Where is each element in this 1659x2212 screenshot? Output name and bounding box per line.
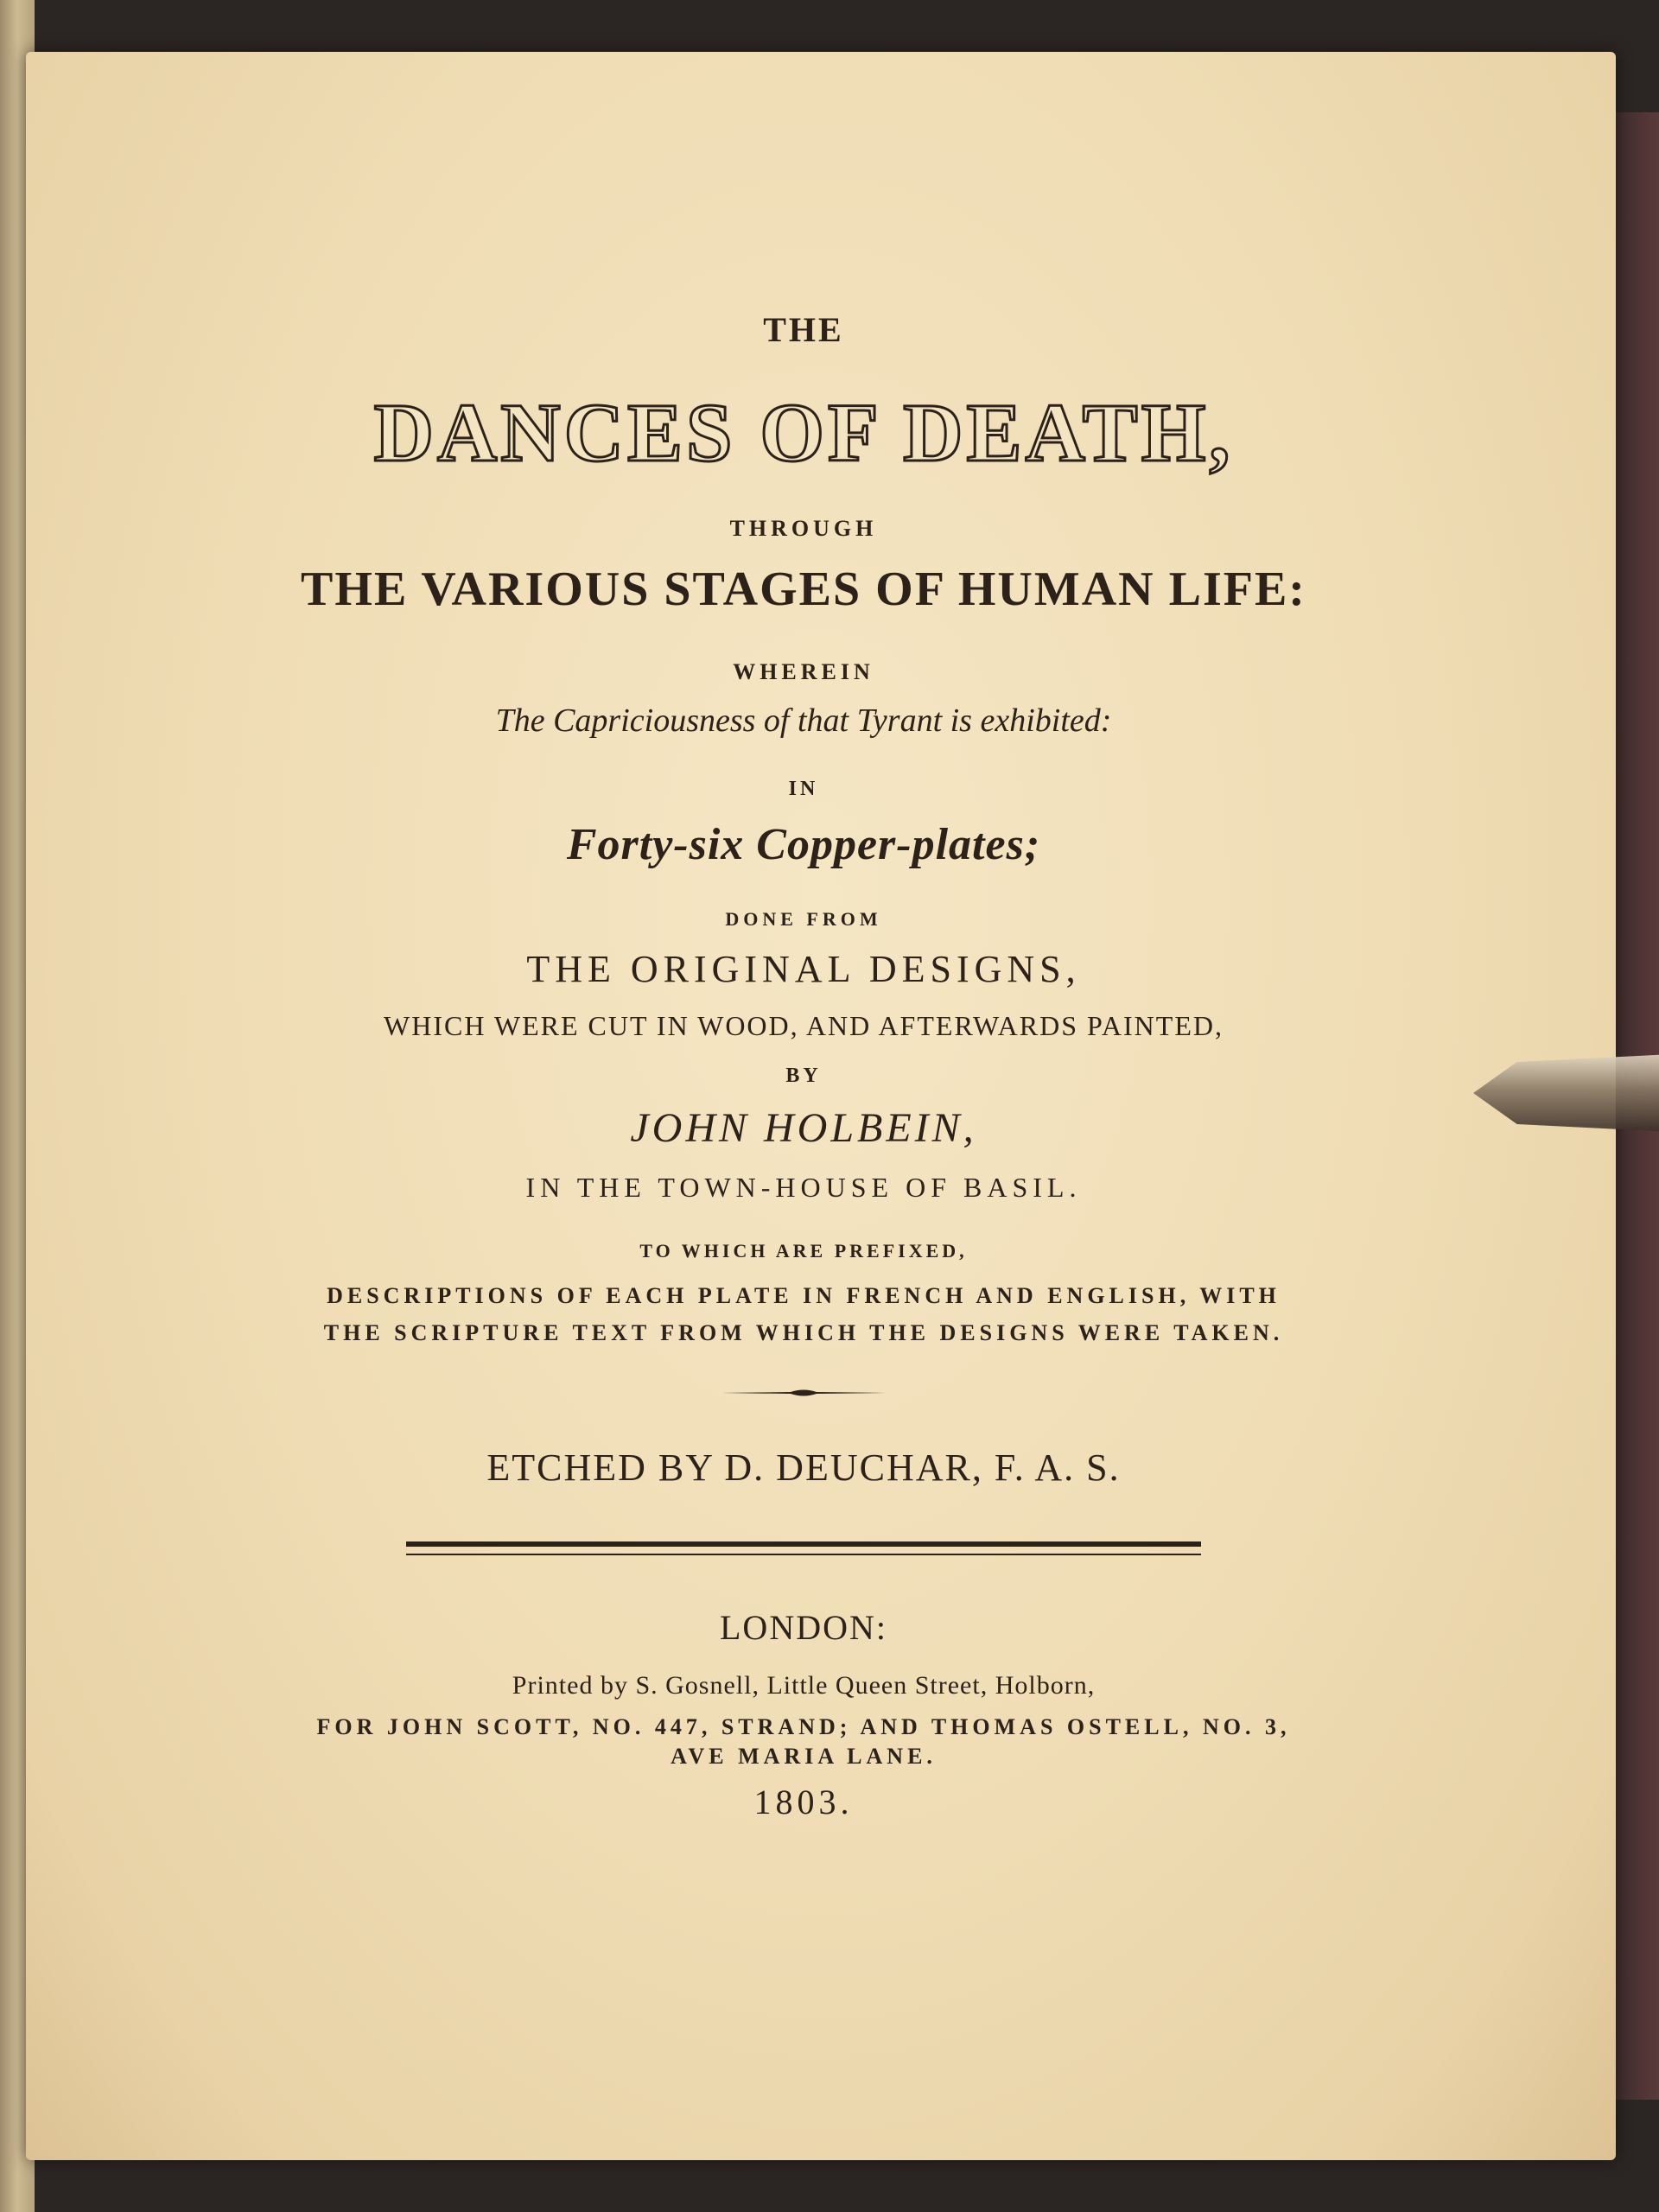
capriciousness-text: The Capriciousness of that Tyrant is exhibited: xyxy=(495,702,1112,740)
ornament-divider xyxy=(721,1387,886,1399)
done-from-text: DONE FROM xyxy=(725,907,882,930)
descriptions-line-1: DESCRIPTIONS OF EACH PLATE IN FRENCH AND ENGLISH, WITH xyxy=(327,1283,1281,1309)
etched-by-text: ETCHED BY D. DEUCHAR, F. A. S. xyxy=(486,1446,1121,1490)
city-text: LONDON: xyxy=(720,1607,887,1647)
title-article: THE xyxy=(763,310,844,349)
publisher-line-1: FOR JOHN SCOTT, NO. 447, STRAND; AND THOMAS OSTELL, NO. 3, xyxy=(316,1713,1291,1739)
through-text: THROUGH xyxy=(729,515,878,541)
prefixed-text: TO WHICH ARE PREFIXED, xyxy=(639,1239,968,1262)
original-designs-text: THE ORIGINAL DESIGNS, xyxy=(526,947,1081,990)
double-rule-divider xyxy=(406,1541,1201,1555)
title-page xyxy=(259,311,1348,1821)
plates-text: Forty-six Copper-plates; xyxy=(566,819,1041,869)
location-text: IN THE TOWN-HOUSE OF BASIL. xyxy=(525,1171,1082,1203)
publication-year: 1803. xyxy=(753,1782,854,1821)
subtitle: THE VARIOUS STAGES OF HUMAN LIFE: xyxy=(301,563,1306,617)
printer-text: Printed by S. Gosnell, Little Queen Street, Holborn, xyxy=(512,1670,1096,1700)
in-text: IN xyxy=(788,778,819,801)
descriptions-line-2: THE SCRIPTURE TEXT FROM WHICH THE DESIGNS WERE TAKEN. xyxy=(323,1319,1284,1345)
artist-name: JOHN HOLBEIN, xyxy=(630,1104,977,1151)
main-title: DANCES OF DEATH, xyxy=(373,386,1234,479)
wherein-text: WHEREIN xyxy=(733,658,874,684)
by-text: BY xyxy=(785,1064,822,1087)
publisher-line-2: AVE MARIA LANE. xyxy=(671,1744,937,1770)
which-were-text: WHICH WERE CUT IN WOOD, AND AFTERWARDS PAINTED, xyxy=(384,1010,1224,1042)
